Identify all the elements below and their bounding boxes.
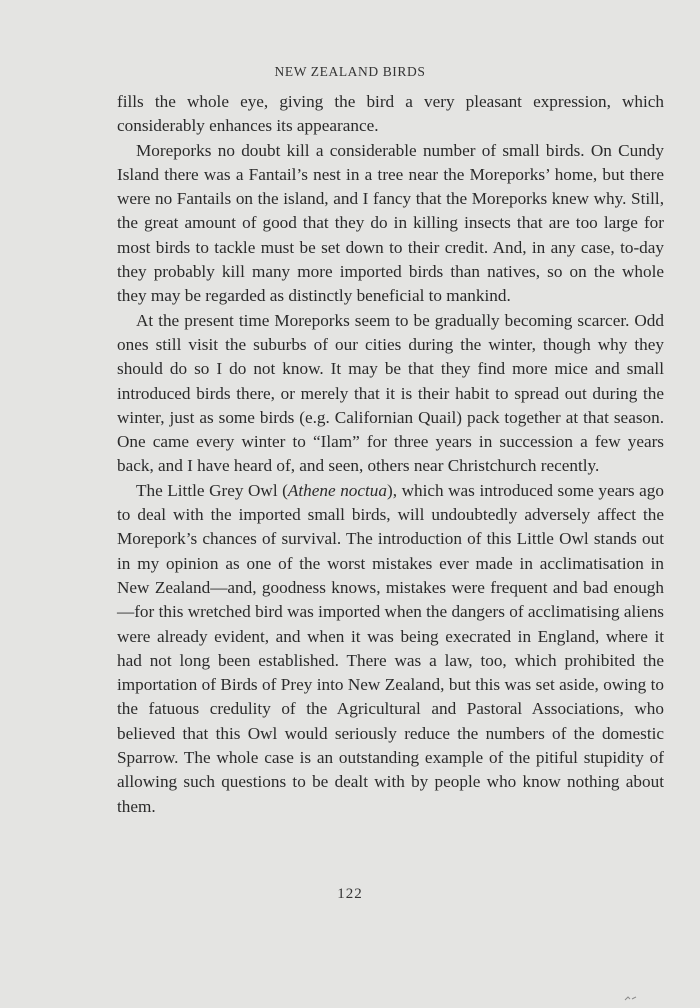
species-name: Athene noctua <box>287 480 387 500</box>
paragraph-3: At the present time Moreporks seem to be gradually becoming scarcer. Odd ones still visit the suburbs of our cities during the winter, though why they should do so I do not know. It may be that they find more mice and small introduced birds there, or merely that it is their habit to spread out during the winter, just as some birds (e.g. Californian Quail) pack together at that season. One came every winter to “Ilam” for three years in succession a few years back, and I have heard of, and seen, others near Christchurch recently. <box>117 310 664 476</box>
paragraph-1: fills the whole eye, giving the bird a very pleasant expression, which considerably enhances its appearance. <box>117 92 664 136</box>
paragraph-4 <box>117 479 664 819</box>
page-number: 122 <box>337 886 363 902</box>
paragraph-4-rest: ), which was introduced some years ago to deal with the imported small birds, will undoubtedly adversely affect the Morepork’s chances of survival. The introduction of this Little Owl stands out in my opinion as one of the worst mistakes ever made in acclimatisation in New Zealand—and, goodness knows, mistakes were frequent and bad enough—for this wretched bird was imported when the dangers of acclimatising aliens were already evident, and when it was being execrated in England, where it had not long been established. There was a law, too, which prohibited the importation of Birds of Prey into New Zealand, but this was set aside, owing to the fatuous credulity of the Agricultural and Pastoral Associations, who believed that this Owl would seriously reduce the numbers of the domestic Sparrow. The whole case is an outstanding example of the pitiful stupidity of allowing such questions to be dealt with by people who know nothing about them. <box>117 480 664 816</box>
paragraph-2: Moreporks no doubt kill a considerable number of small birds. On Cundy Island there was a Fantail’s nest in a tree near the Moreporks’ home, but there were no Fantails on the island, and I fancy that the Moreporks knew why. Still, the great amount of good that they do in killing insects that are too large for most birds to tackle must be set down to their credit. And, in any case, to-day they probably kill many more imported birds than natives, so on the whole they may be regarded as distinctly beneficial to mankind. <box>117 140 664 306</box>
running-head: NEW ZEALAND BIRDS <box>274 64 426 79</box>
paragraph-4-lead: The Little Grey Owl ( <box>136 480 288 500</box>
body-text <box>117 90 664 819</box>
corner-smudge-mark <box>624 994 638 1002</box>
